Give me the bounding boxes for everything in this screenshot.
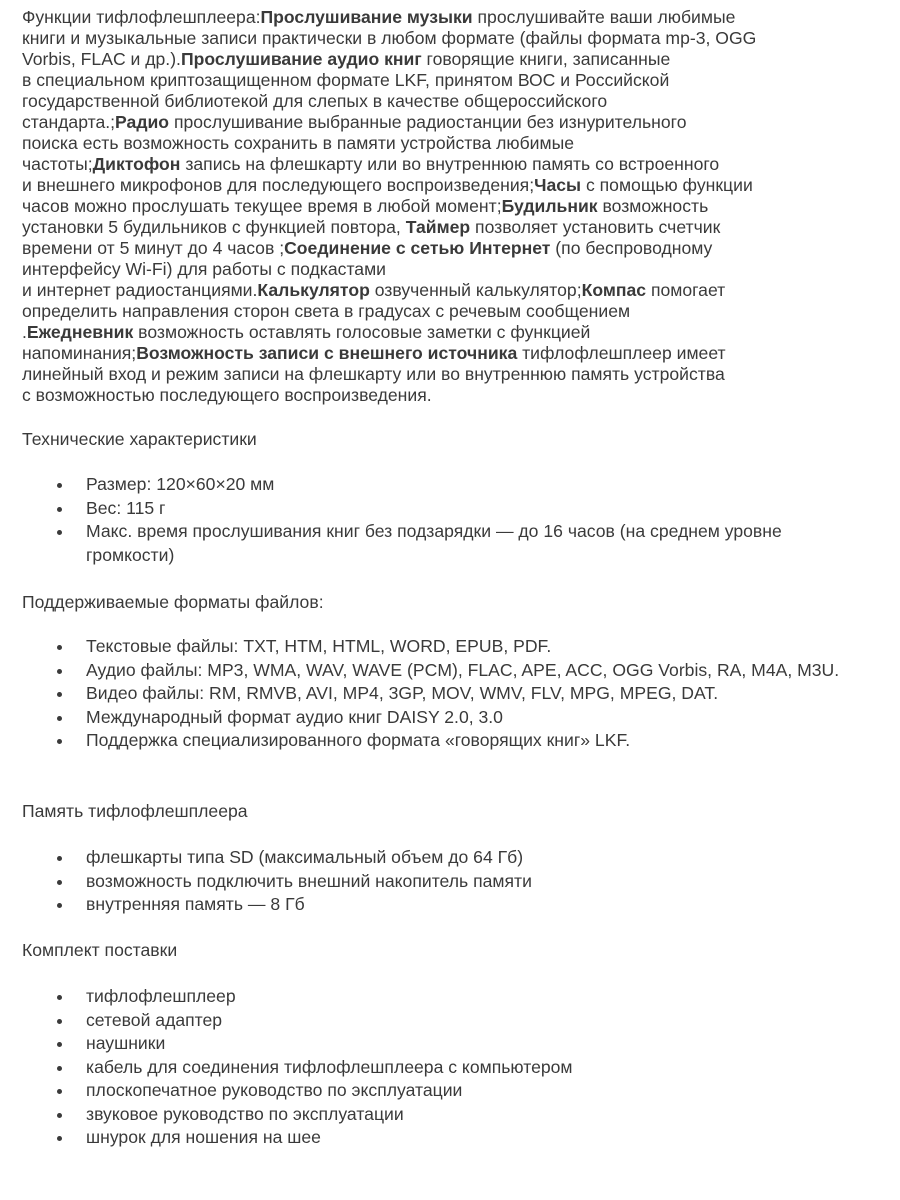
intro-text: Функции тифлофлешплеера: [22, 7, 261, 27]
list-item [0, 1009, 860, 1033]
intro-text: с возможностью последующего воспроизведения. [22, 385, 432, 405]
intro-line [22, 238, 882, 259]
intro-line [22, 385, 882, 406]
intro-text: стандарта.; [22, 112, 116, 132]
intro-line [22, 322, 882, 343]
list-item-text: Макс. время прослушивания книг без подзарядки — до 16 часов (на среднем уровне громкости) [86, 521, 782, 565]
intro-line [22, 343, 882, 364]
list-item [0, 893, 860, 917]
list-item [0, 985, 860, 1009]
intro-line [22, 7, 882, 28]
intro-text: возможность [597, 196, 709, 216]
list-item-text: плоскопечатное руководство по эксплуатации [86, 1080, 463, 1100]
feature-name: Радио [115, 112, 170, 132]
feature-name: Калькулятор [257, 280, 370, 300]
feature-name: Компас [581, 280, 647, 300]
intro-line [22, 196, 882, 217]
feature-name: Прослушивание музыки [260, 7, 473, 27]
intro-text: прослушивание выбранные радиостанции без изнурительного [169, 112, 687, 132]
intro-line [22, 301, 882, 322]
bullet-icon [57, 645, 62, 650]
intro-text: позволяет установить счетчик [470, 217, 721, 237]
list-item [0, 520, 860, 567]
intro-line [22, 364, 882, 385]
intro-text: и интернет радиостанциями. [22, 280, 258, 300]
feature-name: Ежедневник [26, 322, 134, 342]
feature-name: Часы [534, 175, 582, 195]
bullet-icon [57, 483, 62, 488]
intro-text: линейный вход и режим записи на флешкарту или во внутреннюю память устройства [22, 364, 725, 384]
intro-text: государственной библиотекой для слепых в качестве общероссийского [22, 91, 608, 111]
feature-name: Прослушивание аудио книг [180, 49, 422, 69]
intro-text: запись на флешкарту или во внутреннюю память со встроенного [180, 154, 720, 174]
bullet-icon [57, 1089, 62, 1094]
bullet-icon [57, 669, 62, 674]
bullet-icon [57, 1019, 62, 1024]
list-item [0, 1079, 860, 1103]
intro-line [22, 217, 882, 238]
intro-text: с помощью функции [581, 175, 753, 195]
feature-name: Возможность записи с внешнего источника [136, 343, 518, 363]
bullet-icon [57, 739, 62, 744]
list-item-text: сетевой адаптер [86, 1009, 223, 1030]
bullet-icon [57, 880, 62, 885]
intro-text: возможность оставлять голосовые заметки с функцией [133, 322, 591, 342]
list-item [0, 1126, 860, 1150]
intro-text: поиска есть возможность сохранить в памяти устройства любимые [22, 133, 575, 153]
bullet-icon [57, 856, 62, 861]
feature-name: Диктофон [92, 154, 181, 174]
list-item-text: шнурок для ношения на шее [86, 1127, 321, 1147]
list-item-text: Поддержка специализированного формата «говорящих книг» LKF. [86, 730, 631, 750]
list-item-text: кабель для соединения тифлофлешплеера с компьютером [86, 1056, 573, 1077]
bullet-icon [57, 507, 62, 512]
intro-text: напоминания; [22, 343, 137, 363]
intro-line [22, 280, 882, 301]
list-item [0, 682, 860, 706]
intro-line [22, 175, 882, 196]
intro-text: в специальном криптозащищенном формате LKF, принятом ВОС и Российской [22, 70, 670, 90]
list-item [0, 729, 860, 753]
list-item [0, 497, 860, 521]
list-item [0, 1032, 860, 1056]
list-item-text: тифлофлешплеер [86, 986, 236, 1006]
intro-text: времени от 5 минут до 4 часов ; [22, 238, 285, 258]
feature-name: Будильник [501, 196, 598, 216]
intro-text: прослушивайте ваши любимые [472, 7, 736, 27]
intro-text: озвученный калькулятор; [369, 280, 582, 300]
intro-text: интерфейсу Wi-Fi) для работы с подкастами [22, 259, 387, 279]
list-item [0, 473, 860, 497]
intro-line [22, 28, 882, 49]
bullet-icon [57, 1066, 62, 1071]
section-title-specs: Технические характеристики [22, 429, 257, 449]
intro-line [22, 259, 882, 280]
list-item [0, 1103, 860, 1127]
section-title-package: Комплект поставки [22, 940, 178, 960]
intro-text: (по беспроводному [550, 238, 713, 258]
intro-text: помогает [646, 280, 726, 300]
list-item [0, 659, 860, 683]
feature-name: Соединение с сетью Интернет [284, 238, 551, 258]
section-title-memory: Память тифлофлешплеера [22, 801, 248, 821]
intro-text: установки 5 будильников с функцией повтора, [22, 217, 406, 237]
intro-text: книги и музыкальные записи практически в любом формате (файлы формата mp-3, OGG [22, 28, 757, 48]
intro-line [22, 154, 882, 175]
bullet-icon [57, 692, 62, 697]
intro-paragraph [22, 7, 882, 406]
intro-line [22, 133, 882, 154]
intro-text: и внешнего микрофонов для последующего воспроизведения; [22, 175, 535, 195]
specs-list [0, 473, 860, 567]
intro-text: тифлофлешплеер имеет [517, 343, 726, 363]
intro-line [22, 70, 882, 91]
bullet-icon [57, 530, 62, 535]
list-item-text: Размер: 120×60×20 мм [86, 474, 275, 494]
bullet-icon [57, 1042, 62, 1047]
list-item-text: Аудио файлы: MP3, WMA, WAV, WAVE (PCM), FLAC, APE, ACC, OGG Vorbis, RA, M4A, M3U. [86, 659, 840, 680]
bullet-icon [57, 995, 62, 1000]
list-item [0, 870, 860, 894]
list-item [0, 846, 860, 870]
package-list [0, 985, 860, 1150]
list-item-text: флешкарты типа SD (максимальный объем до 64 Гб) [86, 847, 524, 867]
bullet-icon [57, 1136, 62, 1141]
intro-text: Vorbis, FLAC и др.). [22, 49, 181, 69]
list-item-text: Международный формат аудио книг DAISY 2.0, 3.0 [86, 706, 503, 727]
list-item-text: внутренняя память — 8 Гб [86, 894, 305, 914]
list-item-text: возможность подключить внешний накопитель памяти [86, 870, 532, 891]
bullet-icon [57, 1113, 62, 1118]
section-title-formats: Поддерживаемые форматы файлов: [22, 592, 324, 612]
intro-line [22, 112, 882, 133]
list-item-text: наушники [86, 1033, 166, 1053]
formats-list [0, 635, 860, 753]
list-item [0, 635, 860, 659]
intro-text: определить направления сторон света в градусах с речевым сообщением [22, 301, 631, 321]
bullet-icon [57, 903, 62, 908]
bullet-icon [57, 716, 62, 721]
memory-list [0, 846, 860, 917]
intro-line [22, 91, 882, 112]
feature-name: Таймер [405, 217, 471, 237]
list-item-text: Вес: 115 г [86, 497, 166, 518]
list-item-text: звуковое руководство по эксплуатации [86, 1103, 404, 1124]
list-item-text: Текстовые файлы: TXT, HTM, HTML, WORD, EPUB, PDF. [86, 636, 552, 656]
intro-text: часов можно прослушать текущее время в любой момент; [22, 196, 502, 216]
list-item-text: Видео файлы: RM, RMVB, AVI, MP4, 3GP, MOV, WMV, FLV, MPG, MPEG, DAT. [86, 683, 719, 703]
intro-text: частоты; [22, 154, 93, 174]
list-item [0, 1056, 860, 1080]
intro-text: . [22, 322, 27, 342]
list-item [0, 706, 860, 730]
intro-text: говорящие книги, записанные [421, 49, 671, 69]
intro-line [22, 49, 882, 70]
